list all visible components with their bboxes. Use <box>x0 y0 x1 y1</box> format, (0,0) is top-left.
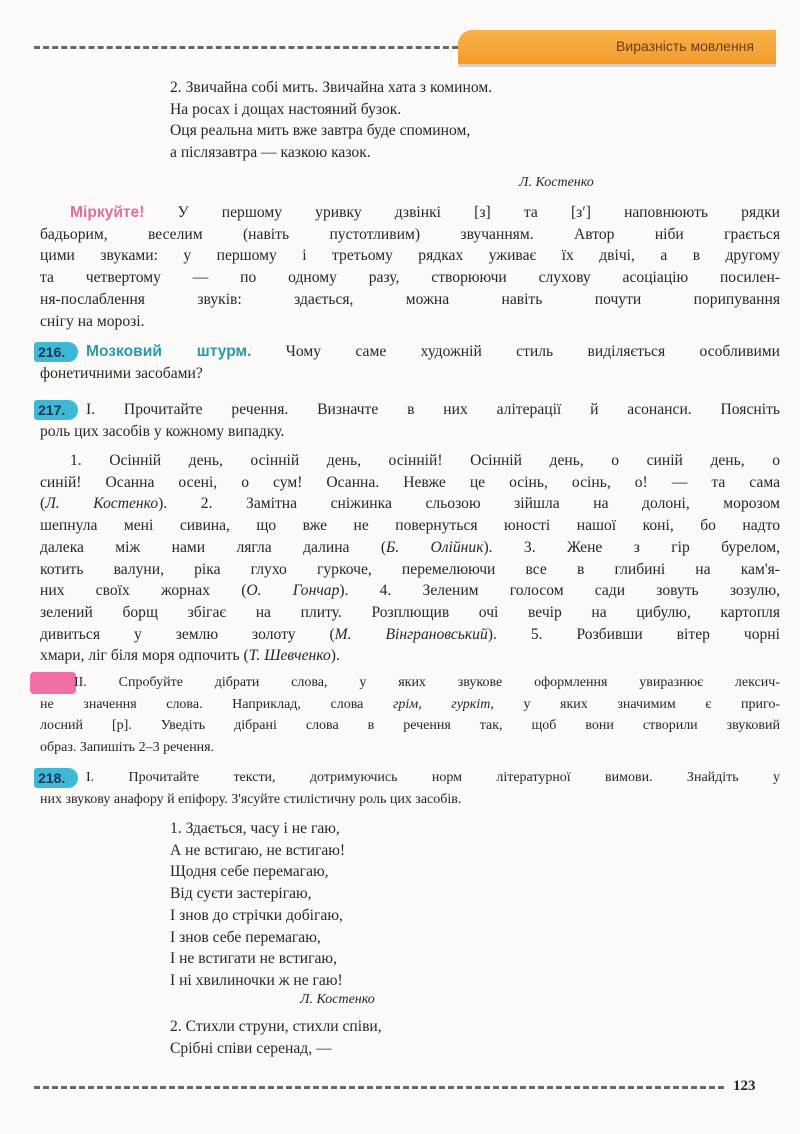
text-line <box>170 970 345 992</box>
poem-1 <box>170 818 345 992</box>
text-segment: А не встигаю, не встигаю! <box>170 841 346 859</box>
text-segment: Оця реальна мить вже завтра буде спомином, <box>170 122 471 140</box>
page-number: 123 <box>733 1078 756 1094</box>
text-segment: лосний [р]. Уведіть дібрані слова в речення так, щоб вони створили звуковий <box>40 718 780 734</box>
text-line <box>170 883 345 905</box>
text-segment: ). <box>330 647 340 665</box>
text-segment: ІІ. Спробуйте дібрати слова, у яких звукове оформлення увиразнює лексич- <box>74 675 780 690</box>
text-line <box>40 311 780 333</box>
text-line <box>40 715 780 737</box>
author-citation: Т. Шевченко <box>248 647 331 665</box>
text-segment: У першому уривку дзвінкі [з] та [з′] наповнюють рядки <box>144 204 780 221</box>
text-segment: Щодня себе перемагаю, <box>170 863 329 881</box>
exercise-218-task <box>40 767 780 810</box>
footer-divider <box>34 1086 724 1089</box>
text-line <box>40 267 780 289</box>
text-segment: І ні хвилиночки ж не гаю! <box>170 971 343 989</box>
text-segment: І. Прочитайте речення. Визначте в них алітерації й асонанси. Поясніть <box>86 401 780 418</box>
text-line <box>40 559 780 581</box>
text-segment: На росах і дощах настояний бузок. <box>170 100 402 118</box>
text-line <box>170 99 492 121</box>
text-segment: ( <box>40 495 46 513</box>
header-divider <box>34 46 458 49</box>
text-line <box>170 840 345 862</box>
text-line <box>40 363 780 385</box>
text-line <box>40 341 780 363</box>
text-segment: , у яких значимим є приго- <box>490 696 781 712</box>
text-segment: зелений борщ збігає на плиту. Розплющив очі вечір на цибулю, картопля <box>40 603 780 621</box>
text-segment: Від суєти застерігаю, <box>170 885 312 903</box>
text-line <box>40 624 780 646</box>
exercise-217-part2 <box>40 672 780 759</box>
text-segment: 1. Осінній день, осінній день, осінній! Осінній день, о синій день, о <box>70 452 780 469</box>
text-line <box>40 493 780 515</box>
text-line <box>40 515 780 537</box>
text-segment: снігу на морозі. <box>40 312 145 330</box>
text-segment: ). 4. Зеленим голосом сади зовуть зозулю, <box>339 582 780 600</box>
text-segment: синій! Осанна осені, о сум! Осанна. Невже це осінь, осінь, о! — та сама <box>40 473 780 491</box>
text-line <box>40 767 780 789</box>
exercise-217-badge: 217. <box>34 400 78 420</box>
section-tab <box>458 30 776 64</box>
text-line <box>170 927 345 949</box>
section-title: Виразність мовлення <box>616 38 754 54</box>
text-line <box>40 289 780 311</box>
text-line <box>40 694 780 716</box>
text-line <box>40 580 780 602</box>
exercise-217-task <box>40 399 780 442</box>
author-citation: Б. Олійник <box>386 538 484 556</box>
text-segment: образ. Запишіть 2–3 речення. <box>40 740 215 756</box>
poem-top-author: Л. Костенко <box>519 175 594 190</box>
text-segment: Чому саме художній стиль виділяється особливими <box>251 343 781 360</box>
exercise-217-sentences <box>40 450 780 667</box>
text-line <box>40 645 780 667</box>
text-line <box>40 537 780 559</box>
text-segment: котить валуни, ріка глухо гуркоче, перемелюючи все в глибині на кам'я- <box>40 560 780 578</box>
author-citation: О. Гончар <box>246 582 340 600</box>
text-segment: дивиться у землю золоту ( <box>40 625 335 643</box>
text-line <box>170 861 345 883</box>
text-segment: ). 5. Розбивши вітер чорні <box>487 625 780 643</box>
text-segment: роль цих засобів у кожному випадку. <box>40 422 285 440</box>
text-segment: фонетичними засобами? <box>40 364 203 382</box>
text-segment: 1. Здається, часу і не гаю, <box>170 820 340 837</box>
author-citation: грім, гуркіт <box>392 696 491 712</box>
text-segment: них звукову анафору й епіфору. З'ясуйте стилістичну роль цих засобів. <box>40 791 462 807</box>
text-line <box>40 672 780 694</box>
text-line <box>40 202 780 224</box>
text-line <box>170 120 492 142</box>
text-segment: них своїх жорнах ( <box>40 582 247 600</box>
text-segment: 2. Стихли струни, стихли співи, <box>170 1018 382 1035</box>
text-line <box>40 421 780 443</box>
text-line <box>40 399 780 421</box>
poem-2 <box>170 1016 382 1059</box>
text-line <box>40 602 780 624</box>
text-segment: І знов себе перемагаю, <box>170 928 321 946</box>
text-line <box>40 224 780 246</box>
text-line <box>40 737 780 759</box>
exercise-218-badge: 218. <box>34 768 78 788</box>
text-segment: шепнула мені сивина, що вже не повернуться юності нашої коні, бо надто <box>40 517 780 535</box>
text-segment: ). 2. Замітна сніжинка сльозою зійшла на долоні, морозом <box>158 495 780 513</box>
text-segment: І не встигати не встигаю, <box>170 950 337 968</box>
exercise-216-text <box>40 341 780 384</box>
text-segment: а післязавтра — казкою казок. <box>170 144 371 162</box>
author-citation: Л. Костенко <box>45 495 159 513</box>
text-line <box>40 450 780 472</box>
text-line <box>40 472 780 494</box>
poem-top <box>170 77 492 164</box>
text-segment: І знов до стрічки добігаю, <box>170 906 343 924</box>
text-line <box>170 905 345 927</box>
text-line <box>170 948 345 970</box>
text-segment: хмари, ліг біля моря одпочить ( <box>40 647 249 665</box>
text-line <box>170 1016 382 1038</box>
text-segment: ). 3. Жене з гір бурелом, <box>483 538 780 556</box>
author-citation: М. Вінграновський <box>334 625 488 643</box>
text-line <box>40 789 780 811</box>
text-segment: не значення слова. Наприклад, слова <box>40 696 393 712</box>
text-segment: бадьорим, веселим (навіть пустотливим) звучанням. Автор ніби грається <box>40 225 780 243</box>
text-line <box>170 77 492 99</box>
text-line <box>170 818 345 840</box>
text-segment: ня-послаблення звуків: здається, можна навіть почути порипування <box>40 290 780 308</box>
text-line <box>170 1038 382 1060</box>
lead-label: Мозковий штурм. <box>86 343 252 360</box>
text-segment: далека між нами лягла далина ( <box>40 538 387 556</box>
exercise-216-badge: 216. <box>34 342 78 362</box>
text-segment: Срібні співи серенад, — <box>170 1039 332 1057</box>
think-paragraph <box>40 202 780 332</box>
text-line <box>170 142 492 164</box>
text-segment: І. Прочитайте тексти, дотримуючись норм літературної вимови. Знайдіть у <box>86 770 780 785</box>
text-segment: цими звуками: у першому і третьому рядках уживає їх двічі, а в другому <box>40 247 780 265</box>
lead-label: Міркуйте! <box>70 204 145 221</box>
text-segment: 2. Звичайна собі мить. Звичайна хата з комином. <box>170 79 493 96</box>
text-line <box>40 245 780 267</box>
poem-1-author: Л. Костенко <box>300 992 375 1007</box>
text-segment: та четвертому — по одному разу, створюючи слухову асоціацію посилен- <box>40 269 780 287</box>
